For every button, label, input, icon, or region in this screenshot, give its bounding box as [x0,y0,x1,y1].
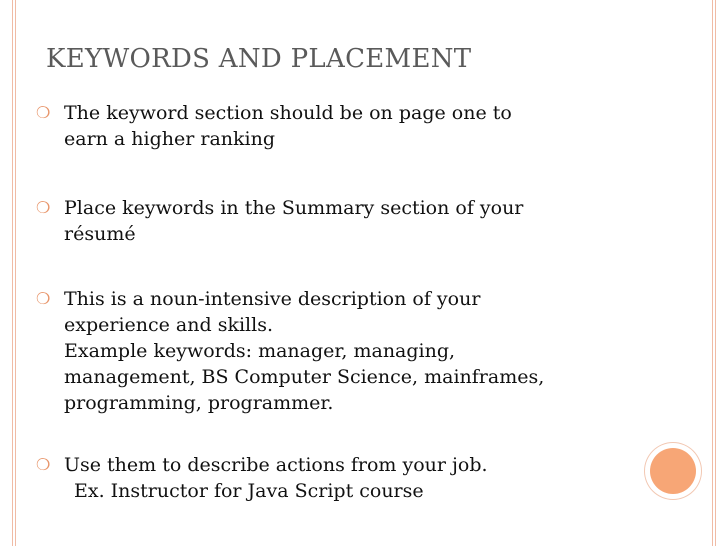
bullet-line: earn a higher ranking [64,128,276,150]
bullet-item [36,195,523,247]
bullet-marker-icon: ❍ [36,198,51,217]
bullet-item [36,100,512,152]
bullet-line: Example keywords: manager, managing, [64,340,456,362]
decorative-circle [650,448,696,494]
bullet-line: Use them to describe actions from your job. [64,454,488,476]
bullet-marker-icon: ❍ [36,289,51,308]
bullet-line: résumé [64,223,136,245]
bullet-line: This is a noun-intensive description of your [64,288,481,310]
slide-title: KEYWORDS AND PLACEMENT [46,44,472,74]
left-border-rule [12,0,16,546]
bullet-line: Place keywords in the Summary section of your [64,197,524,219]
bullet-line: experience and skills. [64,314,273,336]
right-border-rule [712,0,716,546]
bullet-line: Ex. Instructor for Java Script course [74,480,424,502]
bullet-item [36,286,544,416]
bullet-marker-icon: ❍ [36,103,51,122]
bullet-marker-icon: ❍ [36,455,51,474]
bullet-line: The keyword section should be on page one to [64,102,512,124]
bullet-item [36,452,488,504]
bullet-line: programming, programmer. [64,392,334,414]
bullet-line: management, BS Computer Science, mainframes, [64,366,545,388]
